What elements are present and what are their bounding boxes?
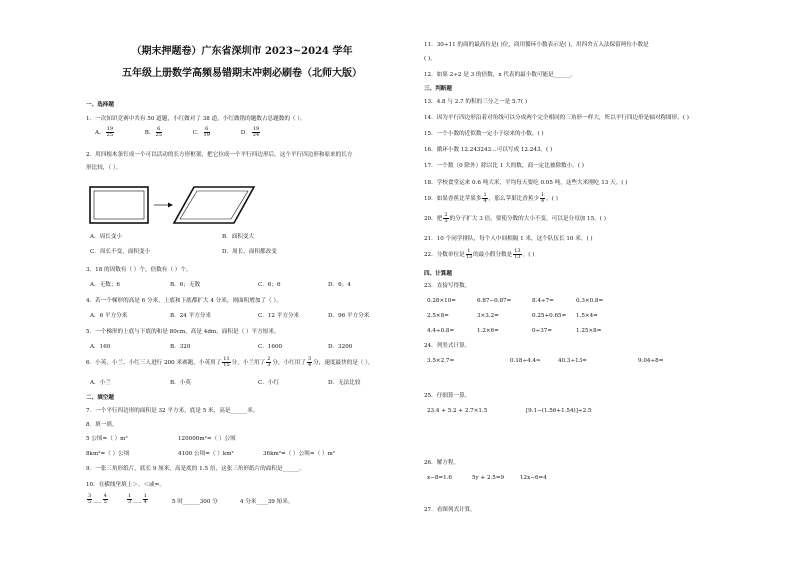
question-5: 5．一个梯形的上底与下底的和是 80cm，高是 4dm，面积是（ ）平方厘米。: [86, 329, 280, 335]
question-12: 12．如果 2÷2 是 3 的倍数，x 代表的最小数可能是______。: [424, 72, 576, 78]
q8-row2-b: 4100 公顷=（ ）km²: [178, 451, 234, 457]
q10-compare-4: 4 分米____39 厘米。: [240, 499, 294, 505]
calc-cell: 2.5×8=: [427, 313, 449, 319]
question-19: 19．如果香蕉比苹果多 $\frac{1}{4}$ ，那么苹果比香蕉少 $\frac{1}{4}$ 。( ): [424, 192, 558, 204]
q8-row2-a: 8km²=（ ）公顷: [86, 451, 130, 457]
q10-compare-3: 5 时______300 分: [172, 499, 218, 505]
section-calc: 四、计算题: [424, 271, 452, 277]
q5-option-d: D．3200: [328, 344, 353, 350]
question-21: 21．10 个同学排队，每个人中间相隔 1 米，这个队伍长 10 米。( ): [424, 236, 593, 242]
question-2-line2: 形比较，（ ）。: [86, 165, 122, 171]
section-choice: 一、选择题: [86, 102, 114, 108]
compute-item: 23.4 + 5.2 + 2.7×1.5: [427, 408, 488, 414]
compute-item: [9.1−(1.56+1.54)]÷2.5: [526, 408, 592, 414]
q2-option-a: A．周长变小: [90, 234, 123, 240]
question-8: 8．填一填。: [86, 422, 118, 428]
calc-cell: 0.28×10=: [427, 298, 456, 304]
question-4: 4．若一个梯形的高是 6 分米，上底和下底都扩大 4 分米，则面积增加了（ ）。: [86, 298, 282, 304]
q5-option-b: B．320: [170, 344, 191, 350]
question-25: 25．仔细算一算。: [424, 393, 471, 399]
question-3: 3．18 的因数有（ ）个，倍数有（ ）个。: [86, 267, 192, 273]
q5-option-c: C．1600: [258, 344, 283, 350]
question-13: 13．4.8 与 2.7 的积的三分之一是 5.7( ): [424, 99, 527, 105]
calc-cell: 8.4÷7=: [532, 298, 554, 304]
calc-cell: 3×3.2=: [477, 313, 499, 319]
question-14: 14．因为平行四边形沿着对角线可以分成两个完全相同的三角形一样大，所以平行四边形是轴对称图形。( ): [424, 115, 689, 121]
q2-option-b: B．面积变大: [222, 234, 255, 240]
question-15: 15．一个小数的近似数一定小于原来的小数。( ): [424, 131, 544, 137]
q4-option-b: B．24 平方分米: [170, 313, 211, 319]
q5-option-a: A．160: [90, 344, 111, 350]
rectangle-frame: [90, 187, 148, 223]
q10-compare-1: $\frac{3}{5}$ ___ $\frac{4}{5}$: [88, 493, 107, 505]
vertical-calc-item: 0.18÷4.4≈: [510, 358, 541, 364]
q8-row1-b: 120000m²=（ ）公顷: [178, 436, 236, 442]
calc-cell: 4.4÷0.8=: [427, 328, 455, 334]
q4-option-c: C．12 平方分米: [258, 313, 300, 319]
question-2-line1: 2．用四根木条钉成一个可以活动的长方形框架，把它拉成一个平行四边形后，这个平行四边形和原来的长方: [86, 152, 353, 158]
arrow-icon: [154, 203, 173, 208]
calc-cell: 0.3×0.8=: [576, 298, 604, 304]
q3-option-c: C．6；6: [258, 282, 281, 288]
question-17: 17．一个数（0 除外）除以比 1 大的数，商一定比被除数小。( ): [424, 163, 584, 169]
calc-cell: 6.87−0.87=: [477, 298, 512, 304]
q3-option-a: A．无数；6: [90, 282, 120, 288]
vertical-calc-item: 9.04÷8=: [638, 358, 664, 364]
calc-cell: 1.5×4=: [576, 313, 598, 319]
equation-item: 5y + 2.5=9: [472, 475, 505, 481]
calc-cell: 0.25+0.65=: [532, 313, 567, 319]
q2-option-c: C．周长不变，面积变小: [90, 249, 151, 255]
q2-option-d: D．周长、面积都改变: [222, 249, 277, 255]
q1-option-a: A． $\frac{19}{25}$: [95, 126, 114, 138]
question-6: 6．小英、小兰、小红三人进行 200 米赛跑，小英用了 $\frac{11}{15}$ 分，小兰用了 $\frac{2}{3}$ 分，小红用了 $\frac{3}{4}$ 分，速度最快的是（ ）。: [86, 356, 374, 368]
calc-cell: 1.25×8=: [576, 328, 602, 334]
calc-cell: 0÷37=: [532, 328, 553, 334]
q8-row2-c: 36km²=（ ）公顷=（ ）m²: [263, 451, 336, 457]
q4-option-a: A．6 平方分米: [90, 313, 128, 319]
q4-option-d: D．96 平方分米: [328, 313, 370, 319]
q1-option-b: B． $\frac{6}{25}$: [144, 126, 162, 138]
question-18: 18．学校食堂运来 0.6 吨大米，平均每天要吃 0.05 吨，这些大米刚吃 13 天。( ): [424, 180, 628, 186]
parallelogram-frame: [174, 187, 254, 223]
question-23: 23．直接写得数。: [424, 283, 471, 289]
question-22: 22．分数单位是 $\frac{1}{13}$ 的最小假分数是 $\frac{13}{13}$ 。( ): [424, 248, 535, 260]
question-9: 9．一张三角形纸片，底长 9 厘米，高是底的 1.5 倍，这张三角形纸片的面积是______。: [86, 466, 305, 472]
exam-title-line1: （期末押题卷）广东省深圳市 2023~2024 学年: [131, 46, 353, 57]
question-26: 26．解方程。: [424, 460, 460, 466]
question-27: 27．看图列式计算。: [424, 507, 476, 513]
question-11-line1: 11．30÷11 的商的最高位是( )位，商用循环小数表示是( )，用四舍五入法保留两位小数是: [424, 42, 649, 48]
q8-row1-a: 5 公顷=（ ）m²: [86, 436, 128, 442]
q3-option-d: D．6；4: [328, 282, 351, 288]
q6-option-d: D．无法比较: [328, 380, 361, 386]
question-10: 10．在横线里填上＞、＜或=。: [86, 482, 165, 488]
vertical-calc-item: 3.5×2.7=: [427, 358, 455, 364]
question-11-line2: ( )。: [424, 56, 436, 62]
question-20: 20．把 $\frac{2}{5}$ 的分子扩大 3 倍，要使分数的大小不变，可以是分母加 15。( ): [424, 212, 606, 224]
q1-option-c: C． $\frac{6}{19}$: [192, 126, 210, 138]
question-24: 24．列竖式计算。: [424, 343, 471, 349]
rectangle-to-parallelogram-figure: [88, 183, 258, 227]
q6-option-c: C．小红: [258, 380, 280, 386]
q6-option-a: A．小兰: [90, 380, 111, 386]
section-judge: 三、判断题: [424, 86, 452, 92]
q3-option-b: B．6；无数: [170, 282, 201, 288]
equation-item: x−8=1.6: [427, 475, 452, 481]
q1-option-d: D． $\frac{19}{24}$: [240, 126, 260, 138]
question-7: 7．一个平行四边形的面积是 32 平方米，底是 5 米，高是______米。: [86, 408, 259, 414]
exam-title-line2: 五年级上册数学高频易错期末冲刺必刷卷（北师大版）: [122, 68, 362, 79]
question-1-options: [95, 127, 261, 138]
section-fill: 二、填空题: [86, 395, 114, 401]
vertical-calc-item: 40.3÷13=: [558, 358, 587, 364]
equation-item: 12x−6=4: [520, 475, 547, 481]
q10-compare-2: $\frac{1}{3}$ ___ $\frac{1}{4}$: [128, 493, 147, 505]
calc-cell: 1.2×6=: [477, 328, 499, 334]
question-1: 1．一次知识竞赛中共有 50 道题，小红做对了 38 道，小红做错的题数占总题数的（ ）。: [86, 116, 306, 122]
q6-option-b: B．小英: [170, 380, 191, 386]
question-16: 16．循环小数 12.243243…可以写成 12.24̇3̇。( ): [424, 147, 553, 153]
